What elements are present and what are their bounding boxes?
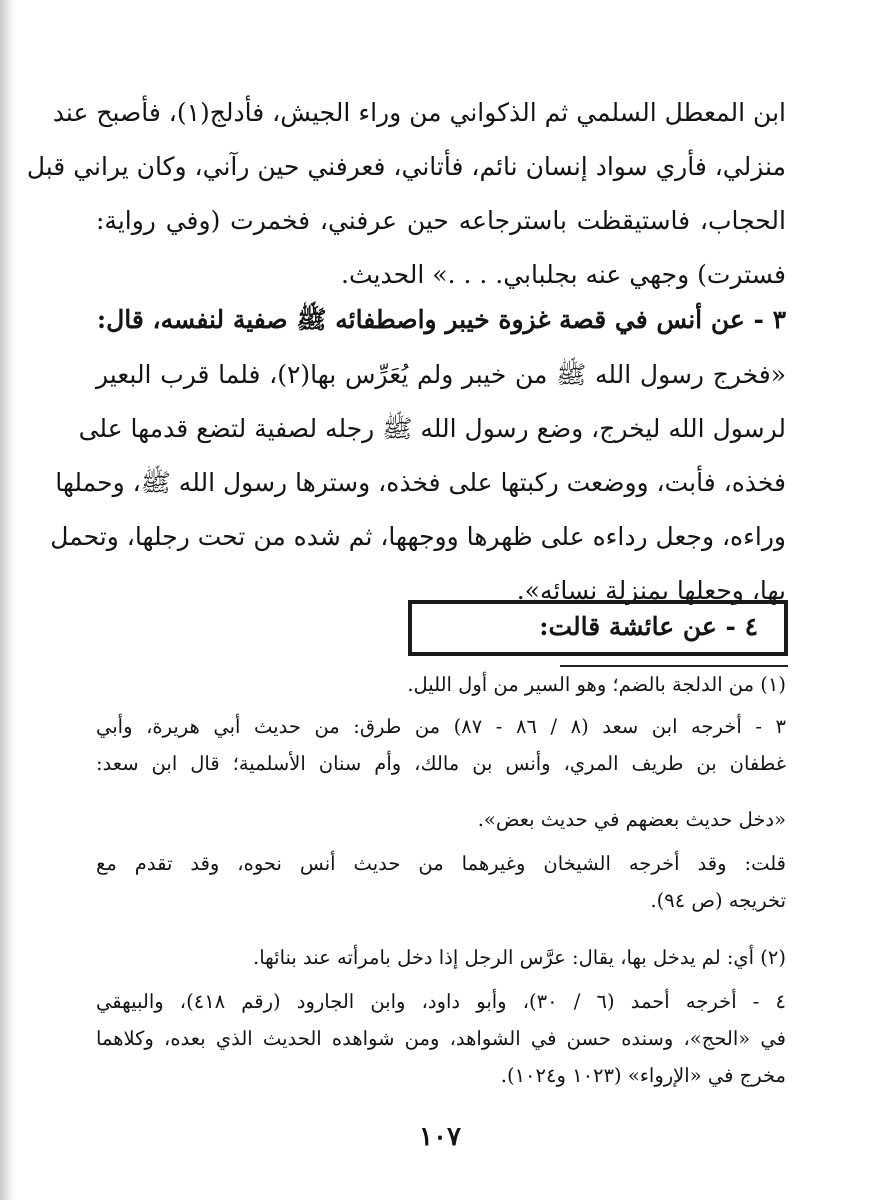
text-line: منزلي، فأري سواد إنسان نائم، فأتاني، فعرفني حين رآني، وكان يراني قبل	[26, 152, 786, 181]
text-line: الحجاب، فاستيقظت باسترجاعه حين عرفني، فخمرت (وفي رواية:	[96, 206, 786, 235]
hadith-2-continuation	[26, 86, 786, 302]
footnote-line: ٣ - أخرجه ابن سعد (٨ / ٨٦ - ٨٧) من طرق: من حديث أبي هريرة، وأبي	[96, 715, 786, 738]
footnote-3-quote	[96, 801, 786, 838]
footnote-line: مخرج في «الإرواء» (١٠٢٣ و١٠٢٤).	[500, 1064, 786, 1087]
scan-shadow-edge	[0, 0, 16, 1200]
text-line: وراءه، وجعل رداءه على ظهرها ووجهها، ثم شده من تحت رجلها، وتحمل	[50, 522, 786, 551]
footnote-line: قلت: وقد أخرجه الشيخان وغيرهما من حديث أنس نحوه، وقد تقدم مع	[96, 852, 786, 875]
footnote-line: (٢) أي: لم يدخل بها، يقال: عرَّس الرجل إذا دخل بامرأته عند بنائها.	[253, 946, 786, 969]
page-number: ١٠٧	[419, 1122, 461, 1152]
footnote-line: تخريجه (ص ٩٤).	[650, 889, 786, 912]
footnote-line: في «الحج»، وسنده حسن في الشواهد، ومن شواهده الحديث الذي بعده، وكلاهما	[96, 1027, 786, 1050]
text-line: ابن المعطل السلمي ثم الذكواني من وراء الجيش، فأدلج(١)، فأصبح عند	[52, 98, 786, 127]
hadith-4-heading: ٤ - عن عائشة قالت:	[539, 612, 758, 641]
footnote-4	[96, 983, 786, 1094]
footnote-line: ٤ - أخرجه أحمد (٦ / ٣٠)، وأبو داود، وابن الجارود (رقم ٤١٨)، والبيهقي	[96, 990, 787, 1013]
hadith-3-quote	[50, 348, 787, 618]
text-line: فسترت) وجهي عنه بجلبابي. . . .» الحديث.	[341, 260, 786, 289]
footnote-3-note	[96, 845, 786, 919]
footnote-2	[96, 939, 786, 976]
text-line: «فخرج رسول الله ﷺ من خيبر ولم يُعَرِّس بها(٢)، فلما قرب البعير	[96, 360, 787, 389]
hadith-4-heading-box	[408, 600, 788, 656]
text-line: بها، وجعلها بمنزلة نسائه».	[516, 576, 786, 605]
footnote-line: غطفان بن طريف المري، وأنس بن مالك، وأم سنان الأسلمية؛ قال ابن سعد:	[96, 752, 786, 775]
footnote-3	[96, 708, 786, 782]
text-line: فخذه، فأبت، ووضعت ركبتها على فخذه، وسترها رسول الله ﷺ، وحملها	[55, 468, 786, 497]
footnote-line: (١) من الدلجة بالضم؛ وهو السير من أول الليل.	[407, 673, 786, 696]
hadith-3-heading	[96, 293, 786, 347]
footnote-line: «دخل حديث بعضهم في حديث بعض».	[477, 808, 786, 831]
heading-line: ٣ - عن أنس في قصة غزوة خيبر واصطفائه ﷺ صفية لنفسه، قال:	[96, 305, 786, 334]
text-line: لرسول الله ليخرج، وضع رسول الله ﷺ رجله لصفية لتضع قدمها على	[78, 414, 786, 443]
footnote-1	[96, 666, 786, 703]
